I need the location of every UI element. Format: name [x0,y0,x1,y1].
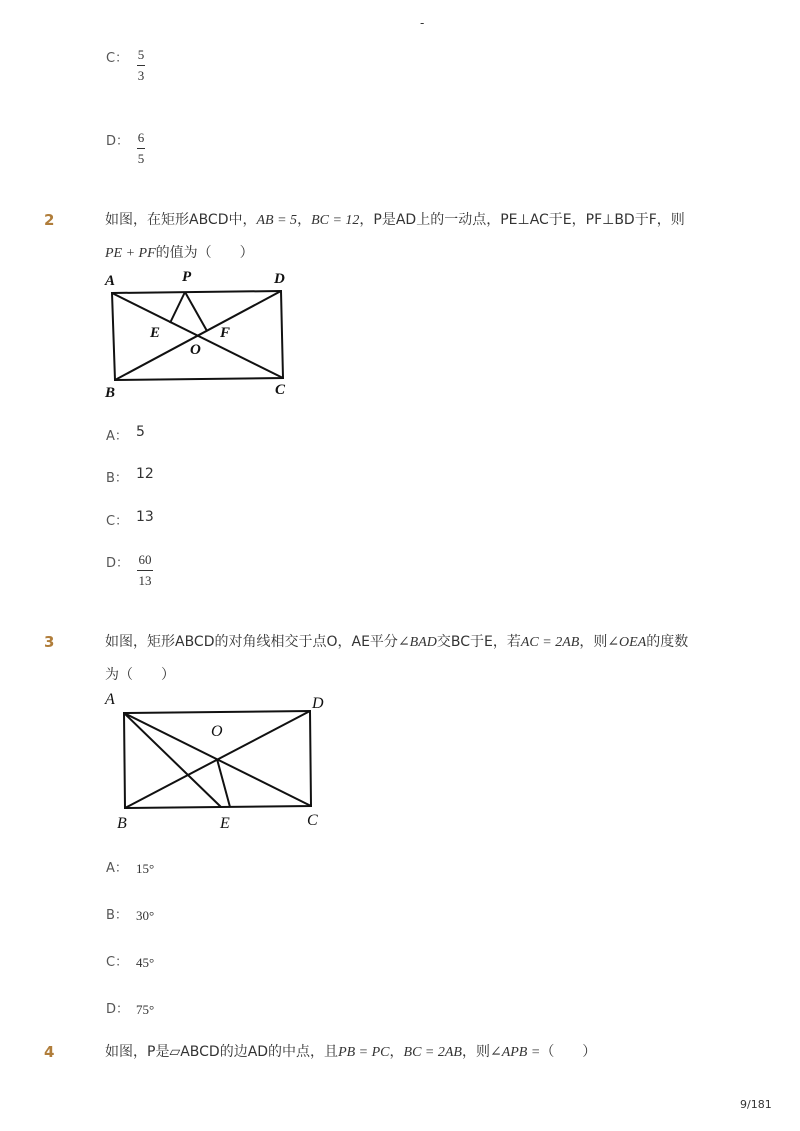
page-number: 9/181 [740,1098,772,1111]
question-text: ，则 [461,1044,490,1060]
label-e: E [220,815,230,832]
separator: ， [389,1044,404,1060]
fraction-bar [137,148,145,149]
label-d: D [312,695,324,712]
option-c-label: C： [106,51,129,66]
question-text: 如图，P是▱ABCD的边AD的中点，且 [105,1044,339,1060]
top-marker: - [420,16,425,30]
option-d-label: D： [106,134,130,149]
question-number: 3 [44,633,55,651]
label-b: B [117,815,127,832]
q3-option-a-value: 15° [136,861,155,876]
question-3-text [105,632,725,653]
q2-option-a-label: A： [106,429,128,444]
question-text: 交BC于E，若 [436,634,521,650]
rectangle-figure-q2 [100,265,310,405]
label-c: C [275,382,286,398]
q3-option-c-label: C： [106,955,129,970]
label-b: B [105,385,116,401]
question-text: 的度数 [646,634,689,650]
question-text: 如图，矩形ABCD的对角线相交于点O，AE平分 [105,634,398,650]
question-2-text [105,210,725,231]
q2-option-b-value: 12 [136,466,154,482]
label-o: O [190,342,201,358]
fraction-bar [137,570,153,571]
math-expression: BC = 2AB [403,1045,462,1060]
fraction-numerator: 5 [137,47,145,62]
question-3-text-line2: 为（ ） [105,667,175,683]
math-expression: BC = 12 [311,213,360,228]
q3-option-d-value: 75° [136,1002,155,1017]
separator: ， [297,212,312,228]
q3-option-c-value: 45° [136,955,155,970]
q2-option-c-label: C： [106,514,129,529]
label-f: F [220,325,231,341]
q2-option-a-value: 5 [136,424,145,440]
q3-option-b-label: B： [106,908,128,923]
question-text: 如图，在矩形ABCD中， [105,212,257,228]
math-expression: AB = 5 [256,213,298,228]
question-text: （ ） [540,1044,597,1060]
q3-option-d-label: D： [106,1002,130,1017]
fraction-bar [137,65,145,66]
label-e: E [150,325,161,341]
question-4-text [105,1042,725,1063]
math-expression: ∠APB = [489,1045,541,1060]
q2-option-d-label: D： [106,556,130,571]
label-c: C [307,812,318,829]
rectangle-figure-q3 [100,688,330,836]
math-expression: AC = 2AB [520,635,580,650]
label-a: A [105,273,116,289]
fraction-denominator: 3 [137,68,145,83]
segment-pf [185,292,207,331]
label-o: O [211,723,223,740]
fraction-denominator: 5 [137,151,145,166]
question-text: ，P是AD上的一动点，PE⊥AC于E，PF⊥BD于F，则 [359,212,685,228]
math-expression: ∠OEA [607,635,647,650]
q2-option-b-label: B： [106,471,128,486]
math-expression: PB = PC [338,1045,390,1060]
question-number: 2 [44,211,55,229]
math-expression: ∠BAD [397,635,437,650]
q2-option-c-value: 13 [136,509,154,525]
question-number: 4 [44,1043,55,1061]
option-c-fraction [131,47,151,84]
q3-option-b-value: 30° [136,908,155,923]
diagonal-bd [115,291,281,380]
question-text: ，则 [579,634,608,650]
fraction-numerator: 6 [137,130,145,145]
option-d-fraction [131,130,151,167]
label-p: P [182,269,192,285]
q3-option-a-label: A： [106,861,128,876]
fraction-denominator: 13 [138,573,152,588]
math-expression: PE + PF [105,246,156,261]
question-2-text-line2 [105,243,254,264]
label-d: D [274,271,285,287]
label-a: A [105,691,115,708]
segment-oe [217,759,230,807]
q2-option-d-fraction [134,552,156,589]
segment-pe [170,292,185,323]
question-text: 的值为（ ） [155,245,254,261]
bisector-ae [124,713,221,807]
fraction-numerator: 60 [138,552,152,567]
